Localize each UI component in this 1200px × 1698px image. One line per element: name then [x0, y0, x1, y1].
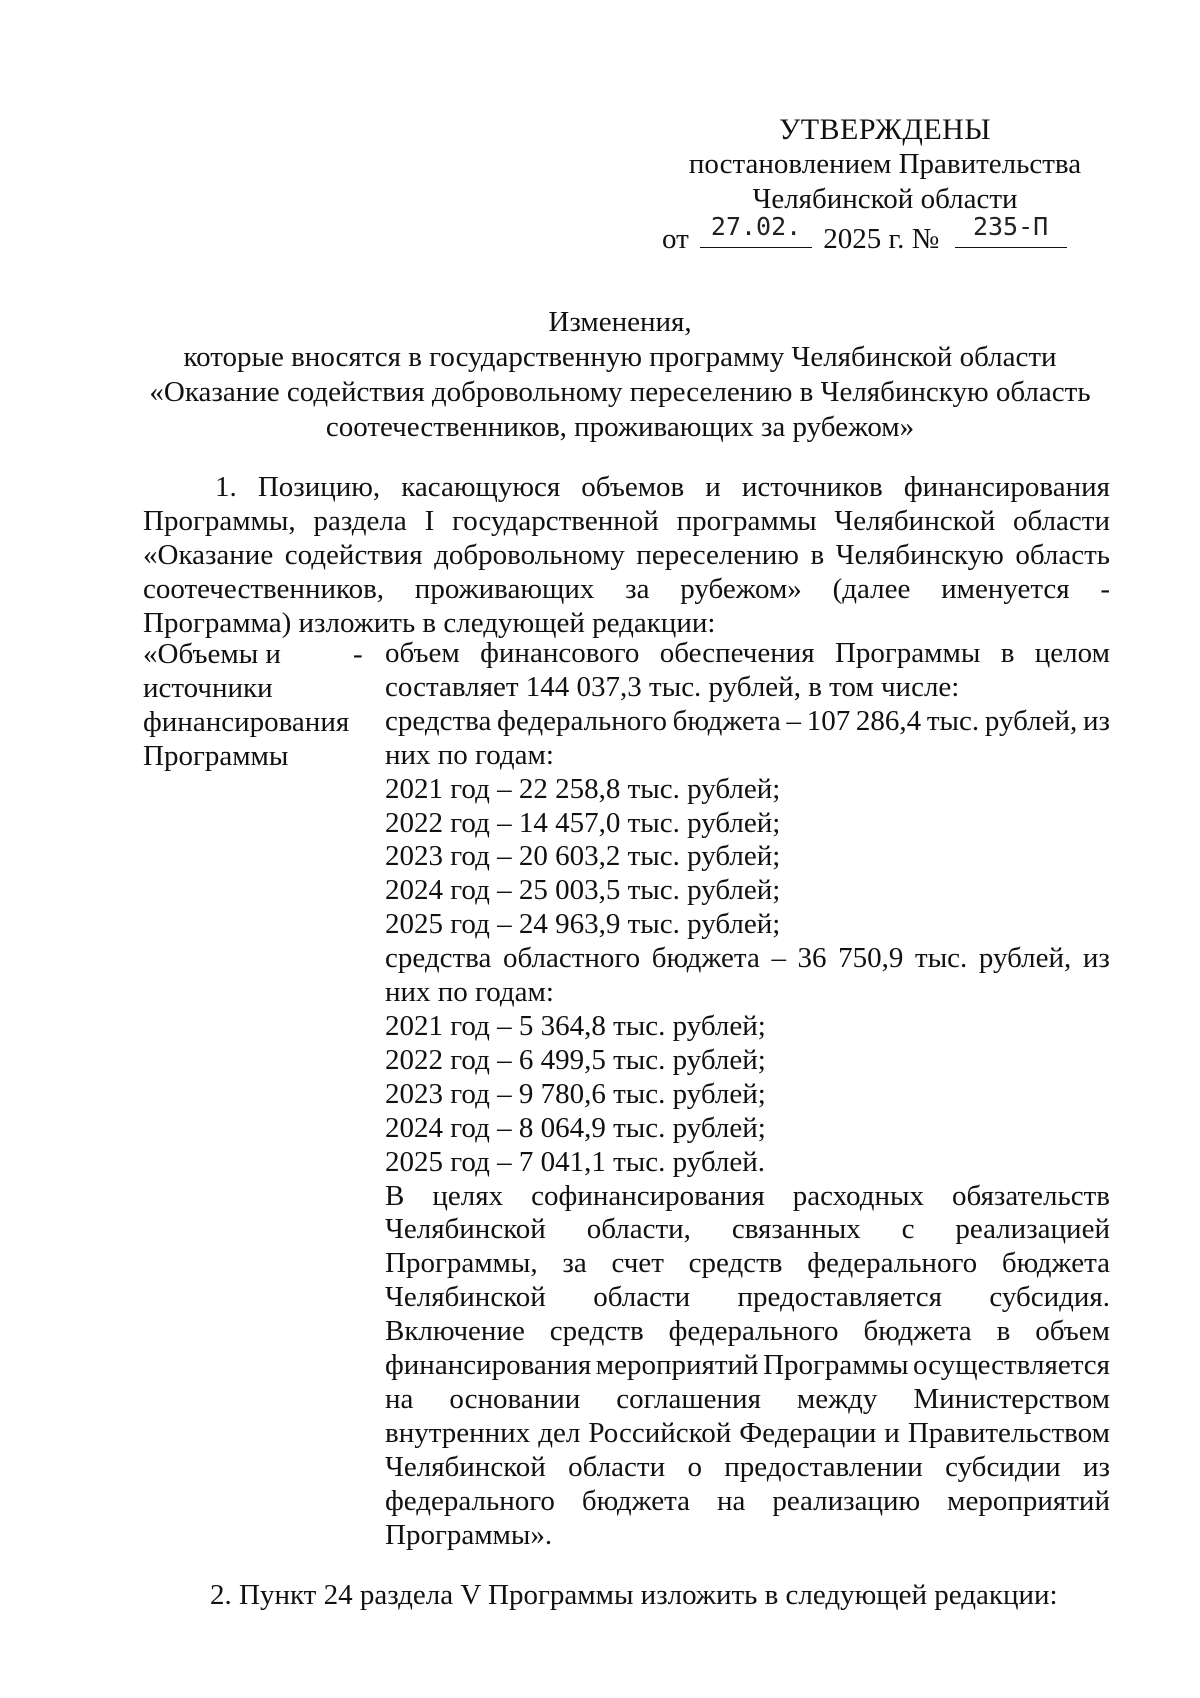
federal-year-item: 2021 год – 22 258,8 тыс. рублей;: [385, 772, 781, 805]
position-content: [385, 637, 1110, 1552]
paragraph-2: 2. Пункт 24 раздела V Программы изложить в следующей редакции:: [210, 1579, 1058, 1611]
position-label-line: финансирования: [143, 706, 350, 738]
heading-line-4: соотечественников, проживающих за рубежом»: [325, 411, 915, 443]
note-line: Программы, за счет средств федерального бюджета: [385, 1247, 1110, 1280]
regional-year-item: 2021 год – 5 364,8 тыс. рублей;: [385, 1009, 766, 1042]
position-label-line: Программы: [143, 740, 289, 772]
year-number-label: 2025 г. №: [823, 223, 940, 255]
regional-year-item: 2023 год – 9 780,6 тыс. рублей;: [385, 1077, 766, 1110]
note-line: Включение средств федерального бюджета в объем: [385, 1315, 1110, 1348]
federal-year-item: 2024 год – 25 003,5 тыс. рублей;: [385, 874, 781, 907]
total-line-1: объем финансового обеспечения Программы в целом: [385, 637, 1110, 669]
heading-line-3: «Оказание содействия добровольному переселению в Челябинскую область: [149, 376, 1091, 408]
regional-year-item: 2024 год – 8 064,9 тыс. рублей;: [385, 1111, 766, 1144]
paragraph-1-text: 1. Позицию, касающуюся объемов и источников финансирования Программы, раздела I государственной программы Челябинской области «Оказание содействия добровольному переселению в Челябинскую область соотечественников, проживающих за рубежом» (далее именуется - Программа) изложить в следующей редакции:: [143, 471, 1110, 639]
approval-title: УТВЕРЖДЕНЫ: [778, 113, 992, 146]
federal-year-item: 2025 год – 24 963,9 тыс. рублей;: [385, 908, 781, 941]
handwritten-number: 235-П: [972, 212, 1049, 241]
regional-year-item: 2022 год – 6 499,5 тыс. рублей;: [385, 1043, 766, 1076]
regional-year-item: 2025 год – 7 041,1 тыс. рублей.: [385, 1145, 766, 1178]
note-line: В целях софинансирования расходных обязательств: [385, 1179, 1110, 1212]
total-line-2: составляет 144 037,3 тыс. рублей, в том числе:: [385, 670, 960, 703]
document-heading: [140, 305, 1100, 445]
heading-line-1: Изменения,: [548, 306, 692, 338]
note-line: на основании соглашения между Министерством: [385, 1382, 1110, 1415]
note-line: Челябинской области, связанных с реализацией: [385, 1213, 1110, 1246]
federal-year-item: 2022 год – 14 457,0 тыс. рублей;: [385, 806, 781, 839]
position-label: [143, 637, 348, 773]
approval-line-2: Челябинской области: [752, 183, 1018, 215]
approval-line-1: постановлением Правительства: [688, 148, 1082, 180]
note-last-line: Программы».: [385, 1518, 553, 1551]
heading-line-2: которые вносятся в государственную программу Челябинской области: [183, 341, 1057, 373]
approval-date-line: [650, 212, 1120, 257]
federal-year-item: 2023 год – 20 603,2 тыс. рублей;: [385, 840, 781, 873]
number-fill-line: [955, 212, 1067, 248]
date-fill-line: [700, 212, 812, 248]
note-line: Челябинской области предоставляется субсидия.: [385, 1281, 1110, 1314]
date-prefix: от: [662, 223, 689, 255]
position-label-line: «Объемы и: [143, 638, 281, 670]
federal-line-1: средства федерального бюджета – 107 286,4 тыс. рублей, из: [385, 704, 1110, 737]
note-line: внутренних дел Российской Федерации и Правительством: [385, 1416, 1110, 1449]
regional-line-1: средства областного бюджета – 36 750,9 тыс. рублей, из: [385, 942, 1110, 975]
note-line: федерального бюджета на реализацию мероприятий: [385, 1484, 1110, 1517]
regional-line-2: них по годам:: [385, 976, 554, 1009]
note-line: Челябинской области о предоставлении субсидии из: [385, 1450, 1110, 1483]
approval-stamp: [650, 112, 1120, 257]
handwritten-date: 27.02.: [710, 212, 802, 241]
federal-line-2: них по годам:: [385, 738, 554, 771]
position-label-line: источники: [143, 672, 273, 704]
paragraph-1: [143, 470, 1110, 640]
position-dash: -: [353, 638, 363, 670]
note-line: финансирования мероприятий Программы осуществляется: [385, 1349, 1110, 1382]
